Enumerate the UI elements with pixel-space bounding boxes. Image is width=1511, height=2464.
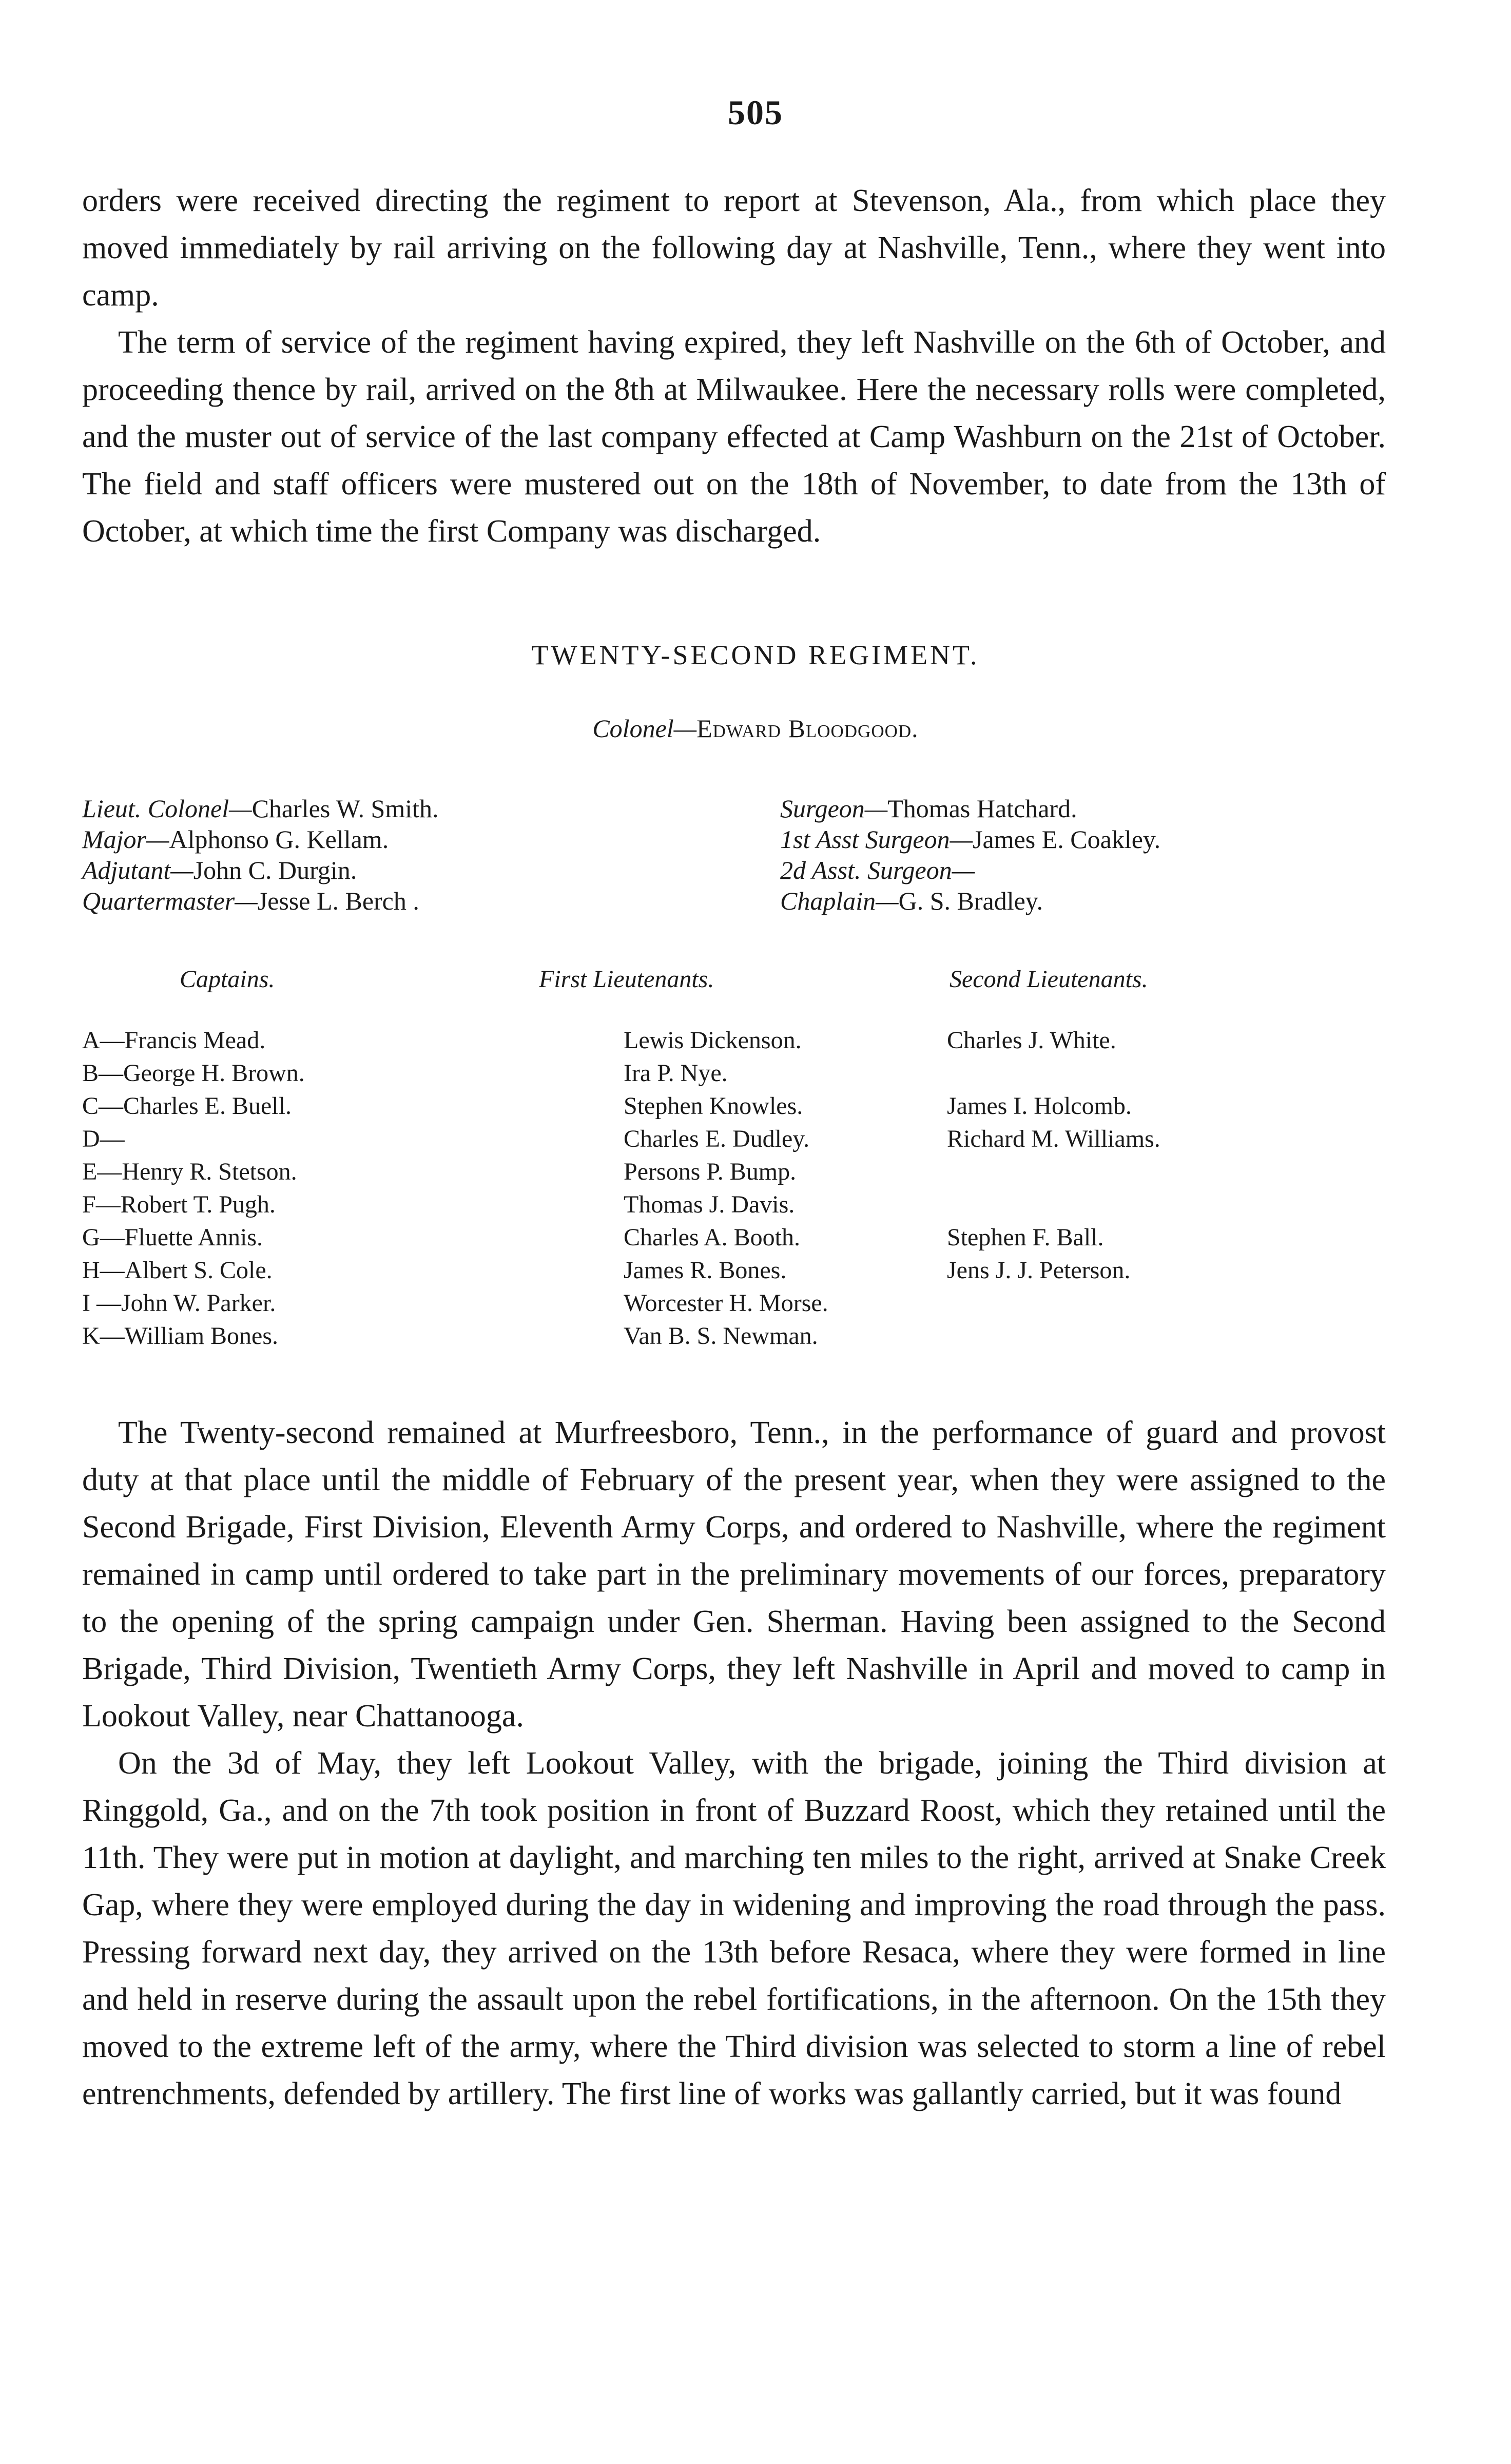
captain-cell: A—Francis Mead. <box>82 1027 266 1054</box>
staff-entry <box>780 824 1427 855</box>
staff-name: Charles W. Smith. <box>251 794 439 823</box>
staff-name: John C. Durgin. <box>193 856 357 884</box>
staff-role: Surgeon— <box>780 794 888 823</box>
first-lieutenant-cell: Charles E. Dudley. <box>624 1125 810 1152</box>
captain-cell: B—George H. Brown. <box>82 1060 305 1087</box>
paragraph: The term of service of the regiment having expired, they left Nashville on the 6th of October, and proceeding thence by rail, arrived on the 8th at Milwaukee. Here the necessary rolls were completed, and the muster out of service of the last company effected at Camp Washburn on the 21st of October. The field and staff officers were mustered out on the 18th of November, to date from the 13th of October, at which time the first Company was discharged. <box>82 325 1386 549</box>
table-row <box>82 1254 1406 1287</box>
second-lieutenant-cell: Richard M. Williams. <box>947 1125 1160 1152</box>
table-row <box>82 1287 1406 1320</box>
second-lieutenant-cell <box>939 1287 1350 1320</box>
second-lieutenant-cell <box>939 1156 1350 1188</box>
company-officers-table <box>82 965 1406 1353</box>
paragraph: orders were received directing the regiment to report at Stevenson, Ala., from which place they moved immediately by rail arriving on the following day at Nashville, Tenn., where they went into camp. <box>82 183 1386 313</box>
colonel-name: Edward Bloodgood. <box>696 714 919 743</box>
colonel-role: Colonel— <box>592 714 697 743</box>
first-lieutenant-cell: Ira P. Nye. <box>624 1060 728 1087</box>
header-captains: Captains. <box>180 966 275 993</box>
captain-cell: E—Henry R. Stetson. <box>82 1158 297 1185</box>
header-second-lieutenants: Second Lieutenants. <box>950 966 1148 993</box>
staff-name: Thomas Hatchard. <box>887 794 1077 823</box>
staff-name: G. S. Bradley. <box>898 887 1043 915</box>
captain-cell: D— <box>82 1125 125 1152</box>
table-row <box>82 1221 1406 1254</box>
staff-name: James E. Coakley. <box>973 825 1161 854</box>
regiment-title: TWENTY-SECOND REGIMENT. <box>531 640 980 670</box>
staff-entry <box>780 793 1427 824</box>
table-header <box>82 965 1406 993</box>
first-lieutenant-cell: Lewis Dickenson. <box>624 1027 802 1054</box>
first-lieutenant-cell: Stephen Knowles. <box>624 1092 803 1120</box>
first-lieutenant-cell: Worcester H. Morse. <box>624 1289 828 1317</box>
second-lieutenant-cell: Stephen F. Ball. <box>947 1224 1104 1251</box>
field-and-staff <box>82 793 1427 916</box>
staff-role: 2d Asst. Surgeon— <box>780 856 975 884</box>
paragraph: The Twenty-second remained at Murfreesboro, Tenn., in the performance of guard and provost duty at that place until the middle of February of the present year, when they were assigned to the Second Brigade, First Division, Eleventh Army Corps, and ordered to Nashville, where the regiment remained in camp until ordered to take part in the preliminary movements of our forces, preparatory to the opening of the spring campaign under Gen. Sherman. Having been assigned to the Second Brigade, Third Division, Twentieth Army Corps, they left Nashville in April and moved to camp in Lookout Valley, near Chattanooga. <box>82 1415 1386 1734</box>
table-row <box>82 1123 1406 1156</box>
staff-entry <box>82 824 729 855</box>
staff-column-right <box>729 793 1427 916</box>
page-number: 505 <box>728 93 783 132</box>
captain-cell: G—Fluette Annis. <box>82 1224 263 1251</box>
captain-cell: F—Robert T. Pugh. <box>82 1191 276 1218</box>
captain-cell: I —John W. Parker. <box>82 1289 276 1317</box>
first-lieutenant-cell: Persons P. Bump. <box>624 1158 797 1185</box>
second-lieutenant-cell <box>939 1320 1350 1353</box>
staff-role: Chaplain— <box>780 887 899 915</box>
staff-name: Alphonso G. Kellam. <box>169 825 389 854</box>
paragraph: On the 3d of May, they left Lookout Valley, with the brigade, joining the Third division at Ringgold, Ga., and on the 7th took position in front of Buzzard Roost, which they retained until the 11th. They were put in motion at daylight, and marching ten miles to the right, arrived at Snake Creek Gap, where they were employed during the day in widening and improving the road through the pass. Pressing forward next day, they arrived on the 13th before Resaca, where they were formed in line and held in reserve during the assault upon the rebel fortifications, in the afternoon. On the 15th they moved to the extreme left of the army, where the Third division was selected to storm a line of rebel entrenchments, defended by artillery. The first line of works was gallantly carried, but it was found <box>82 1746 1386 2111</box>
captain-cell: H—Albert S. Cole. <box>82 1257 273 1284</box>
second-lieutenant-cell: Charles J. White. <box>947 1027 1116 1054</box>
colonel-line <box>0 714 1511 743</box>
first-lieutenant-cell: Thomas J. Davis. <box>624 1191 795 1218</box>
second-lieutenant-cell <box>939 1057 1350 1090</box>
staff-entry <box>780 886 1427 916</box>
captain-cell: K—William Bones. <box>82 1322 279 1350</box>
table-row <box>82 1156 1406 1188</box>
staff-entry <box>82 855 729 886</box>
table-row <box>82 1320 1406 1353</box>
staff-role: 1st Asst Surgeon— <box>780 825 973 854</box>
table-row <box>82 1057 1406 1090</box>
second-lieutenant-cell: James I. Holcomb. <box>947 1092 1132 1120</box>
staff-entry <box>780 855 1427 886</box>
table-row <box>82 1024 1406 1057</box>
table-row <box>82 1090 1406 1123</box>
table-row <box>82 1188 1406 1221</box>
staff-entry <box>82 793 729 824</box>
opening-text <box>82 177 1386 555</box>
staff-role: Quartermaster— <box>82 887 258 915</box>
staff-entry <box>82 886 729 916</box>
header-first-lieutenants: First Lieutenants. <box>539 966 714 993</box>
first-lieutenant-cell: Charles A. Booth. <box>624 1224 800 1251</box>
staff-column-left <box>82 793 729 916</box>
staff-role: Lieut. Colonel— <box>82 794 252 823</box>
staff-role: Major— <box>82 825 169 854</box>
first-lieutenant-cell: James R. Bones. <box>624 1257 787 1284</box>
second-lieutenant-cell <box>939 1188 1350 1221</box>
narrative-text <box>82 1409 1386 2118</box>
captain-cell: C—Charles E. Buell. <box>82 1092 292 1120</box>
second-lieutenant-cell: Jens J. J. Peterson. <box>947 1257 1131 1284</box>
first-lieutenant-cell: Van B. S. Newman. <box>624 1322 818 1350</box>
staff-name: Jesse L. Berch . <box>257 887 419 915</box>
staff-role: Adjutant— <box>82 856 193 884</box>
